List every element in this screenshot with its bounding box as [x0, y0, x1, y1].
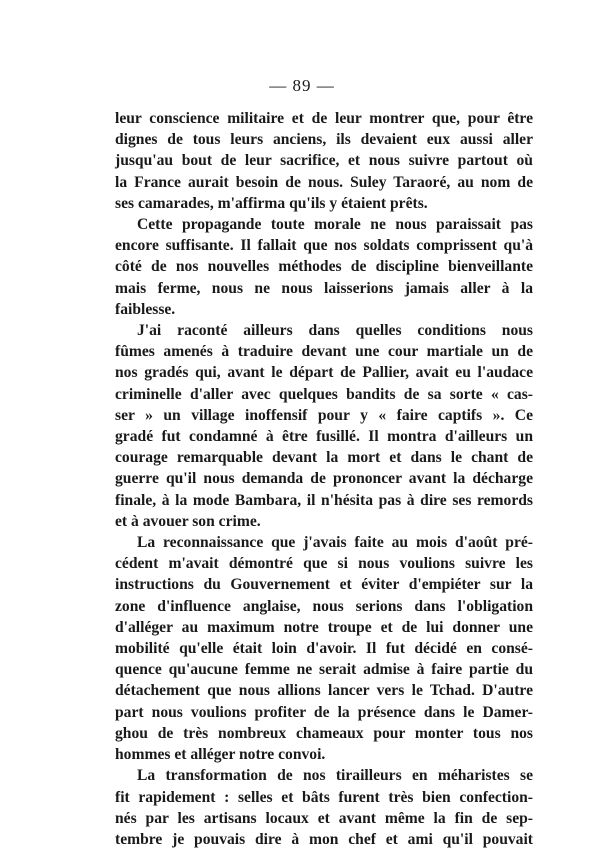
text-line: hommes et alléger notre convoi.	[115, 746, 326, 764]
text-line: Cette propagande toute morale ne nous paraissait pas	[137, 216, 533, 234]
body-text	[115, 108, 533, 850]
text-line: et à avouer son crime.	[115, 512, 261, 530]
text-line: criminelle d'aller avec quelques bandits de sa sorte « cas-	[115, 385, 533, 403]
text-line: La reconnaissance que j'avais faite au mois d'août pré-	[137, 534, 533, 552]
text-line: la France aurait besoin de nous. Suley Taraoré, au nom de	[115, 173, 533, 191]
text-line: nos gradés qui, avant le départ de Pallier, avait eu l'audace	[115, 364, 533, 382]
text-line: mobilité qu'elle était loin d'avoir. Il fut décidé en consé-	[115, 640, 533, 658]
text-line: finale, à la mode Bambara, il n'hésita pas à dire ses remords	[115, 491, 533, 509]
text-line: nés par les artisans locaux et avant même la fin de sep-	[115, 809, 533, 827]
text-line: faiblesse.	[115, 300, 176, 318]
text-line: encore suffisante. Il fallait que nos soldats comprissent qu'à	[115, 237, 533, 255]
text-line: leur conscience militaire et de leur montrer que, pour être	[115, 110, 533, 127]
text-line: courage remarquable devant la mort et dans le chant de	[115, 449, 533, 467]
page-number: — 89 —	[269, 76, 335, 95]
text-line: quence qu'aucune femme ne serait admise à faire partie du	[115, 661, 533, 679]
text-line: ghou de très nombreux chameaux pour monter tous nos	[115, 724, 533, 742]
text-line: côté de nos nouvelles méthodes de discipline bienveillante	[115, 258, 533, 276]
text-line: guerre qu'il nous demanda de prononcer avant la décharge	[115, 470, 533, 488]
text-line: tembre je pouvais dire à mon chef et ami qu'il pouvait	[115, 830, 533, 848]
text-line: cédent m'avait démontré que si nous voulions suivre les	[115, 555, 533, 573]
text-line: dignes de tous leurs anciens, ils devaient eux aussi aller	[115, 131, 533, 149]
text-line: d'alléger au maximum notre troupe et de lui donner une	[115, 618, 533, 636]
text-line: zone d'influence anglaise, nous serions dans l'obligation	[115, 597, 533, 615]
text-line: instructions du Gouvernement et éviter d'empiéter sur la	[115, 576, 533, 594]
text-line: J'ai raconté ailleurs dans quelles conditions nous	[137, 322, 533, 340]
text-line: fit rapidement : selles et bâts furent très bien confection-	[115, 788, 533, 806]
text-line: mais ferme, nous ne nous laisserions jamais aller à la	[115, 279, 533, 297]
text-line: La transformation de nos tirailleurs en méharistes se	[137, 767, 533, 785]
text-line: ses camarades, m'affirma qu'ils y étaient prêts.	[115, 194, 428, 212]
text-line: détachement que nous allions lancer vers le Tchad. D'autre	[115, 682, 533, 700]
text-line: jusqu'au bout de leur sacrifice, et nous suivre partout où	[115, 152, 533, 170]
text-line: fûmes amenés à traduire devant une cour martiale un de	[115, 343, 533, 361]
text-line: gradé fut condamné à être fusillé. Il montra d'ailleurs un	[115, 428, 533, 446]
text-line: ser » un village inoffensif pour y « faire captifs ». Ce	[115, 406, 533, 424]
text-line: part nous voulions profiter de la présence dans le Damer-	[115, 703, 533, 721]
